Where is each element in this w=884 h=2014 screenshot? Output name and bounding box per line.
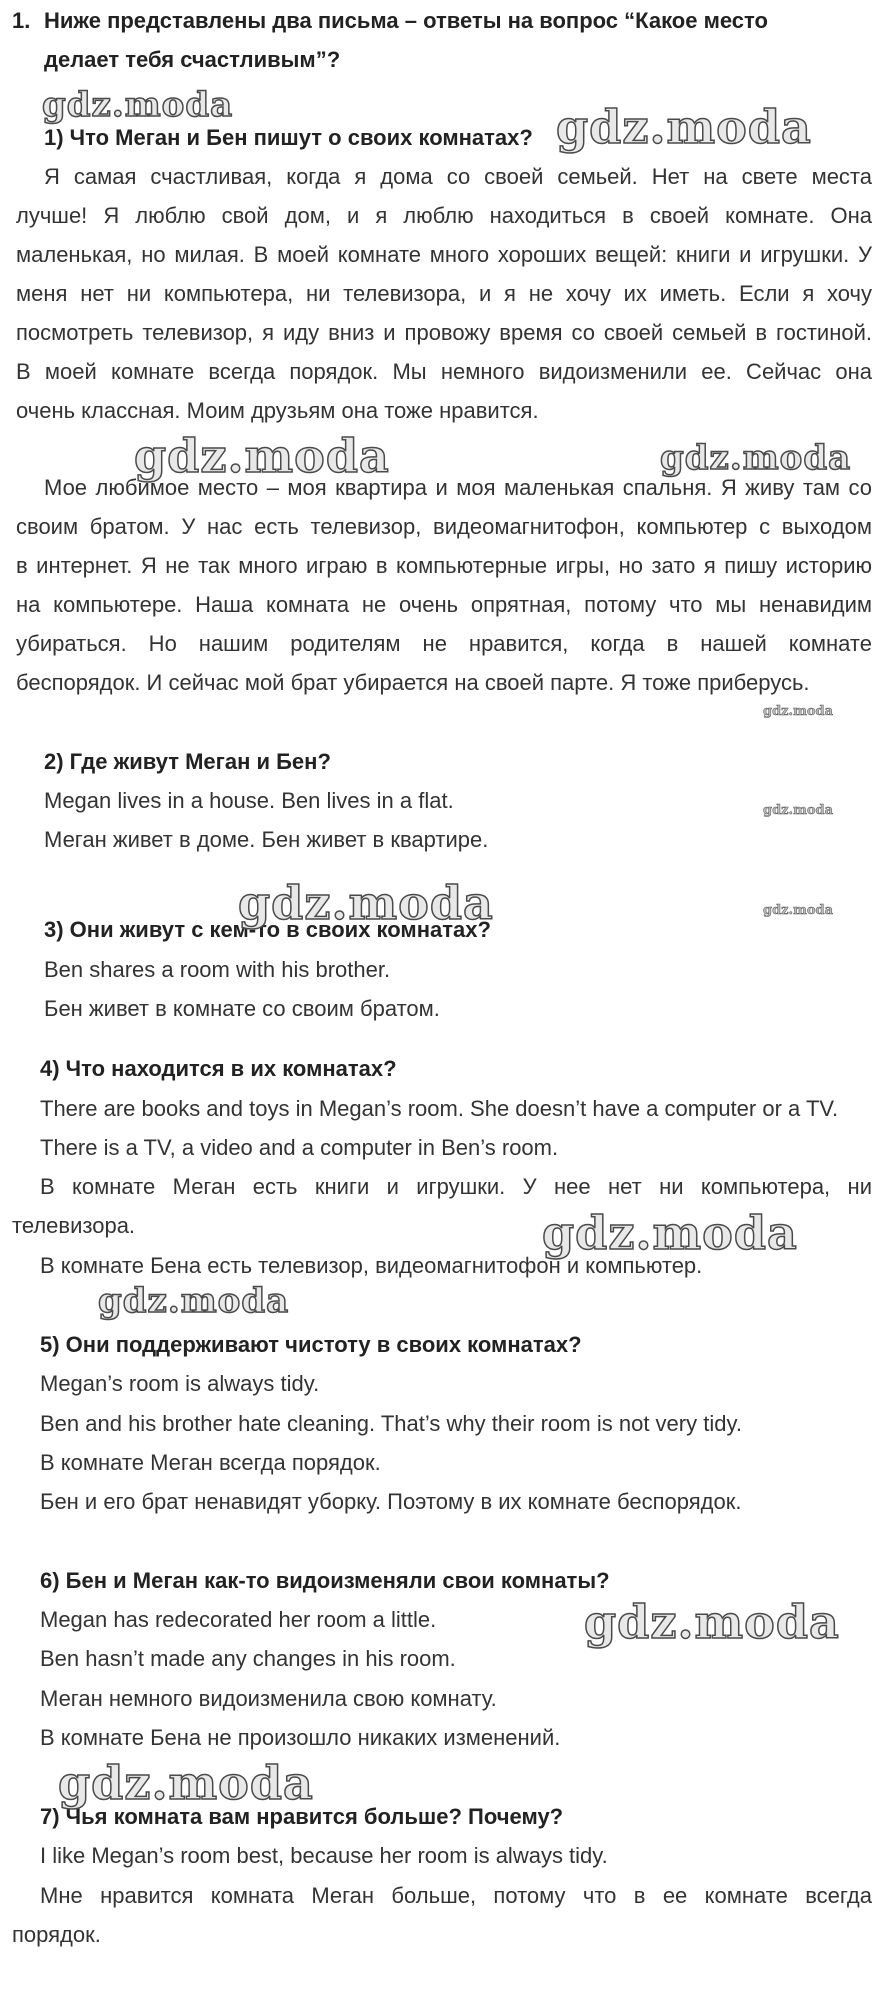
q1-para1-line: Я самая счастливая, когда я дома со своей семьей. Нет на свете места [44, 164, 872, 189]
watermark: gdz.moda [542, 1206, 798, 1260]
q7-answer-line: I like Megan’s room best, because her room is always tidy. [40, 1843, 608, 1868]
q4-answer-line: телевизора. [12, 1213, 136, 1238]
q2-answer-line: Megan lives in a house. Ben lives in a flat. [44, 788, 454, 813]
q6-answer-line: Megan has redecorated her room a little. [40, 1607, 437, 1632]
watermark: gdz.moda [584, 1595, 840, 1649]
q5-answer-line: Ben and his brother hate cleaning. That’s why their room is not very tidy. [40, 1411, 742, 1436]
q4-title: 4) Что находится в их комнатах? [40, 1056, 397, 1081]
q1-para2-line: Мое любимое место – моя квартира и моя маленькая спальня. Я живу там со [44, 475, 872, 500]
q7-answer-line: Мне нравится комната Меган больше, потому что в ее комнате всегда [40, 1883, 872, 1908]
q1-para2-line: беспорядок. И сейчас мой брат убирается на своей парте. Я тоже приберусь. [16, 670, 810, 695]
q7-title: 7) Чья комната вам нравится больше? Почему? [40, 1804, 564, 1829]
q1-para2-line: своим братом. У нас есть телевизор, видеомагнитофон, компьютер с выходом [16, 514, 872, 539]
watermark: gdz.moda [763, 803, 834, 818]
watermark: gdz.moda [238, 876, 494, 930]
q1-para1-line: посмотреть телевизор, я иду вниз и провожу время со своей семьей в гостиной. [16, 320, 872, 345]
q1-title: 1) Что Меган и Бен пишут о своих комнатах? [44, 125, 533, 150]
q2-answer-line: Меган живет в доме. Бен живет в квартире. [44, 827, 489, 852]
q1-para1-line: маленькая, но милая. В моей комнате много хороших вещей: книги и игрушки. У [16, 242, 872, 267]
q6-answer-line: В комнате Бена не произошло никаких изменений. [40, 1725, 561, 1750]
watermark: gdz.moda [58, 1756, 314, 1810]
q1-para1-line: меня нет ни компьютера, ни телевизора, и я не хочу их иметь. Если я хочу [16, 281, 872, 306]
q1-para1-line: очень классная. Моим друзьям она тоже нравится. [16, 398, 539, 423]
q1-para1-line: лучше! Я люблю свой дом, и я люблю находиться в своей комнате. Она [16, 203, 872, 228]
watermark: gdz.moda [42, 85, 234, 125]
q5-answer-line: Бен и его брат ненавидят уборку. Поэтому в их комнате беспорядок. [40, 1489, 742, 1514]
q5-answer-line: Megan’s room is always tidy. [40, 1371, 320, 1396]
q3-answer-line: Бен живет в комнате со своим братом. [44, 996, 440, 1021]
watermark: gdz.moda [98, 1281, 290, 1321]
task-heading-line1: Ниже представлены два письма – ответы на вопрос “Какое место [44, 8, 768, 33]
q4-answer-line: В комнате Бена есть телевизор, видеомагнитофон и компьютер. [40, 1253, 703, 1278]
q5-title: 5) Они поддерживают чистоту в своих комнатах? [40, 1332, 582, 1357]
watermark: gdz.moda [556, 100, 812, 154]
q5-answer-line: В комнате Меган всегда порядок. [40, 1450, 381, 1475]
q1-para2-line: в интернет. Я не так много играю в компьютерные игры, но зато я пишу историю [16, 553, 872, 578]
q4-answer-line: There is a TV, a video and a computer in Ben’s room. [40, 1135, 559, 1160]
q1-para2-line: убираться. Но нашим родителям не нравится, когда в нашей комнате [16, 631, 872, 656]
q3-title: 3) Они живут с кем-то в своих комнатах? [44, 917, 491, 942]
task-heading-line2: делает тебя счастливым”? [44, 47, 341, 72]
watermark: gdz.moda [134, 429, 390, 483]
task-number: 1. [12, 8, 31, 33]
q1-para1-line: В моей комнате всегда порядок. Мы немного видоизменили ее. Сейчас она [16, 359, 872, 384]
q1-para2-line: на компьютере. Наша комната не очень опрятная, потому что мы ненавидим [16, 592, 872, 617]
watermark: gdz.moda [763, 704, 834, 719]
q6-answer-line: Меган немного видоизменила свою комнату. [40, 1686, 497, 1711]
q6-title: 6) Бен и Меган как-то видоизменяли свои комнаты? [40, 1568, 610, 1593]
watermark: gdz.moda [763, 903, 834, 918]
q4-answer-line: В комнате Меган есть книги и игрушки. У нее нет ни компьютера, ни [40, 1174, 872, 1199]
q6-answer-line: Ben hasn’t made any changes in his room. [40, 1646, 456, 1671]
watermark: gdz.moda [660, 438, 852, 478]
q2-title: 2) Где живут Меган и Бен? [44, 749, 331, 774]
q3-answer-line: Ben shares a room with his brother. [44, 957, 391, 982]
q4-answer-line: There are books and toys in Megan’s room. She doesn’t have a computer or a TV. [40, 1096, 839, 1121]
q7-answer-line: порядок. [12, 1922, 101, 1947]
